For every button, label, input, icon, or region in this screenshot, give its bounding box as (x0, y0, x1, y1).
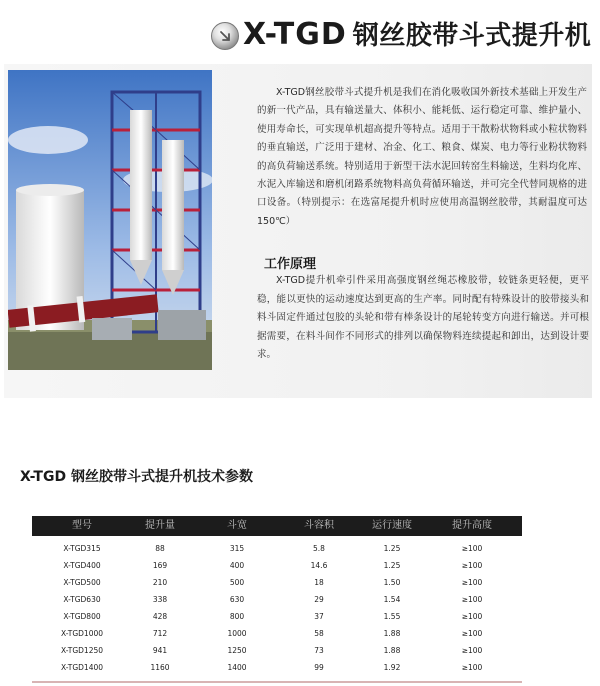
cell-width: 630 (229, 595, 245, 604)
cell-speed: 1.25 (383, 544, 401, 553)
cell-width: 500 (229, 578, 245, 587)
table-row (32, 659, 522, 676)
cell-model: X-TGD1400 (60, 663, 104, 672)
cell-capacity: 88 (155, 544, 165, 553)
circle-arrow-icon (211, 22, 239, 50)
cell-speed: 1.50 (383, 578, 401, 587)
cell-width: 1000 (227, 629, 247, 638)
cell-capacity: 169 (152, 561, 168, 570)
cell-volume: 58 (314, 629, 324, 638)
cell-height: ≥100 (461, 663, 483, 672)
table-row (32, 557, 522, 574)
title-model: X-TGD (243, 17, 347, 52)
header-height: 提升高度 (452, 520, 492, 531)
table-header (32, 516, 522, 536)
header-bucket-width: 斗宽 (227, 520, 247, 531)
cell-speed: 1.25 (383, 561, 401, 570)
cell-capacity: 210 (152, 578, 168, 587)
cell-width: 800 (229, 612, 245, 621)
table-row (32, 591, 522, 608)
cell-capacity: 428 (152, 612, 168, 621)
principle-text (257, 272, 589, 365)
cell-capacity: 712 (152, 629, 168, 638)
cell-volume: 18 (314, 578, 324, 587)
cell-model: X-TGD1000 (60, 629, 104, 638)
cell-height: ≥100 (461, 561, 483, 570)
cell-capacity: 941 (152, 646, 168, 655)
header-model: 型号 (72, 520, 92, 531)
bucket-elevator-tower-photo (8, 70, 212, 370)
principle-paragraph: X-TGD提升机牵引件采用高强度钢丝绳芯橡胶带，较链条更轻便，更平稳，能以更快的运动速度达到更高的生产率。同时配有特殊设计的胶带接头和料斗固定件通过包胶的头轮和带有棒条设计的尾轮转变方向进行输送。并可根据需要，在料斗间作不同形式的排列以确保物料连续提起和卸出，达到设计要求。 (257, 275, 589, 361)
cell-volume: 37 (314, 612, 324, 621)
table-row (32, 574, 522, 591)
cell-model: X-TGD400 (63, 561, 101, 570)
header-speed: 运行速度 (372, 520, 412, 531)
cell-volume: 5.8 (313, 544, 325, 553)
bottom-divider (32, 681, 522, 683)
cell-model: X-TGD1250 (60, 646, 104, 655)
header-capacity: 提升量 (145, 520, 175, 531)
cell-speed: 1.54 (383, 595, 401, 604)
cell-width: 1400 (227, 663, 247, 672)
specs-table (32, 516, 522, 682)
table-row (32, 540, 522, 557)
cell-height: ≥100 (461, 612, 483, 621)
cell-height: ≥100 (461, 578, 483, 587)
cell-model: X-TGD315 (63, 544, 101, 553)
header (0, 0, 600, 66)
cell-height: ≥100 (461, 646, 483, 655)
page-title (243, 18, 591, 52)
cell-model: X-TGD630 (63, 595, 101, 604)
cell-speed: 1.92 (383, 663, 401, 672)
cell-volume: 29 (314, 595, 324, 604)
principle-title: 工作原理 (264, 257, 317, 272)
cell-model: X-TGD500 (63, 578, 101, 587)
cell-volume: 99 (314, 663, 324, 672)
title-cn: 钢丝胶带斗式提升机 (352, 21, 592, 51)
cell-speed: 1.88 (383, 646, 401, 655)
cell-width: 315 (229, 544, 245, 553)
product-description (257, 84, 587, 231)
specs-title: X-TGD 钢丝胶带斗式提升机技术参数 (20, 469, 253, 485)
cell-height: ≥100 (461, 595, 483, 604)
table-row (32, 642, 522, 659)
header-bucket-volume: 斗容积 (304, 520, 334, 531)
cell-speed: 1.55 (383, 612, 401, 621)
cell-model: X-TGD800 (63, 612, 101, 621)
cell-width: 1250 (227, 646, 247, 655)
table-row (32, 625, 522, 642)
cell-capacity: 338 (152, 595, 168, 604)
table-row (32, 608, 522, 625)
description-paragraph: X-TGD钢丝胶带斗式提升机是我们在消化吸收国外新技术基础上开发生产的新一代产品，具有输送量大、体积小、能耗低、运行稳定可靠、维护量小、使用寿命长，可实现单机超高提升等特点。适用于干散粉状物料或小粒状物料的垂直输送，广泛用于建材、冶金、化工、粮食、煤炭、电力等行业粉状物料的高负荷输送系统。特别适用于新型干法水泥回转窑生料输送，生料均化库、水泥入库输送和磨机闭路系统物料高负荷循环输送，并可完全代替同规格的进口设备。（特别提示：在选富尾提升机时应使用高温钢丝胶带，其耐温度可达150℃） (257, 87, 587, 227)
cell-width: 400 (229, 561, 245, 570)
cell-volume: 73 (314, 646, 324, 655)
cell-height: ≥100 (461, 544, 483, 553)
cell-speed: 1.88 (383, 629, 401, 638)
cell-volume: 14.6 (310, 561, 328, 570)
cell-height: ≥100 (461, 629, 483, 638)
cell-capacity: 1160 (150, 663, 170, 672)
